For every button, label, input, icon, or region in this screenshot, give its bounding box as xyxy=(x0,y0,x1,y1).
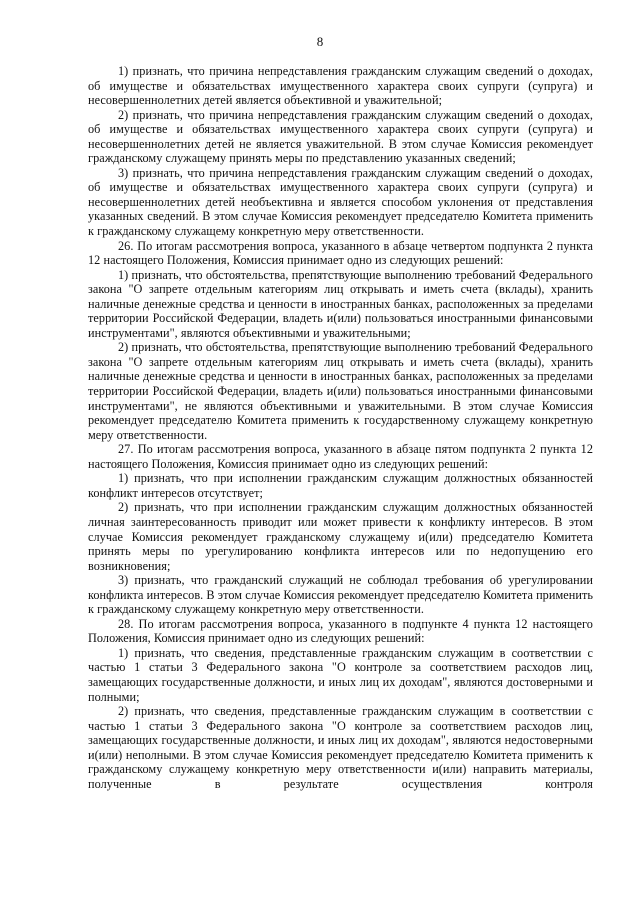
paragraph-25-item-1: 1) признать, что причина непредставления гражданским служащим сведений о доходах, об имуществе и обязательствах имущественного характера своих супруги (супруга) и несовершеннолетних детей является объективной и уважительной; xyxy=(88,64,593,108)
paragraph-27-intro: 27. По итогам рассмотрения вопроса, указанного в абзаце пятом подпункта 2 пункта 12 настоящего Положения, Комиссия принимает одно из следующих решений: xyxy=(88,442,593,471)
paragraph-27-item-3: 3) признать, что гражданский служащий не соблюдал требования об урегулировании конфликта интересов. В этом случае Комиссия рекомендует председателю Комитета применить к гражданскому служащему конкретную меру ответственности. xyxy=(88,573,593,617)
paragraph-26-item-1: 1) признать, что обстоятельства, препятствующие выполнению требований Федерального закона "О запрете отдельным категориям лиц открывать и иметь счета (вклады), хранить наличные денежные средства и ценности в иностранных банках, расположенных за пределами территории Российской Федерации, владеть и(или) пользоваться иностранными финансовыми инструментами", являются объективными и уважительными; xyxy=(88,267,593,340)
paragraph-28-item-1: 1) признать, что сведения, представленные гражданским служащим в соответствии с частью 1 статьи 3 Федерального закона "О контроле за соответствием расходов лиц, замещающих государственные должности, и иных лиц их доходам", являются достоверными и полными; xyxy=(88,645,593,704)
paragraph-27-item-1: 1) признать, что при исполнении гражданским служащим должностных обязанностей конфликт интересов отсутствует; xyxy=(88,471,593,500)
paragraph-26-item-2: 2) признать, что обстоятельства, препятствующие выполнению требований Федерального закона "О запрете отдельным категориям лиц открывать и иметь счета (вклады), хранить наличные денежные средства и ценности в иностранных банках, расположенных за пределами территории Российской Федерации, владеть и(или) пользоваться иностранными финансовыми инструментами", не являются объективными и уважительными. В этом случае Комиссия рекомендует председателю Комитета применить к государственному служащему конкретную меру ответственности. xyxy=(88,340,593,442)
page-number: 8 xyxy=(316,34,324,49)
document-body xyxy=(88,64,593,791)
paragraph-25-item-3: 3) признать, что причина непредставления гражданским служащим сведений о доходах, об имуществе и обязательствах имущественного характера своих супруги (супруга) и несовершеннолетних детей необъективна и является способом уклонения от представления указанных сведений. В этом случае Комиссия рекомендует председателю Комитета применить к гражданскому служащему конкретную меру ответственности. xyxy=(88,165,593,239)
paragraph-26-intro: 26. По итогам рассмотрения вопроса, указанного в абзаце четвертом подпункта 2 пункта 12 настоящего Положения, Комиссия принимает одно из следующих решений: xyxy=(88,238,593,268)
paragraph-28-intro: 28. По итогам рассмотрения вопроса, указанного в подпункте 4 пункта 12 настоящего Положения, Комиссия принимает одно из следующих решений: xyxy=(88,616,593,646)
paragraph-28-item-2: 2) признать, что сведения, представленные гражданским служащим в соответствии с частью 1 статьи 3 Федерального закона "О контроле за соответствием расходов лиц, замещающих государственные должности, и иных лиц их доходам", являются недостоверными и(или) неполными. В этом случае Комиссия рекомендует председателю Комитета применить к гражданскому служащему конкретную меру ответственности и(или) направить материалы, полученные в результате осуществления контроля xyxy=(88,704,593,791)
paragraph-25-item-2: 2) признать, что причина непредставления гражданским служащим сведений о доходах, об имуществе и обязательствах имущественного характера своих супруги (супруга) и несовершеннолетних детей не является уважительной. В этом случае Комиссия рекомендует гражданскому служащему принять меры по представлению указанных сведений; xyxy=(88,107,593,166)
paragraph-27-item-2: 2) признать, что при исполнении гражданским служащим должностных обязанностей личная заинтересованность приводит или может привести к конфликту интересов. В этом случае Комиссия рекомендует гражданскому служащему и(или) председателю Комитета принять меры по урегулированию конфликта интересов или по недопущению его возникновения; xyxy=(88,500,593,573)
